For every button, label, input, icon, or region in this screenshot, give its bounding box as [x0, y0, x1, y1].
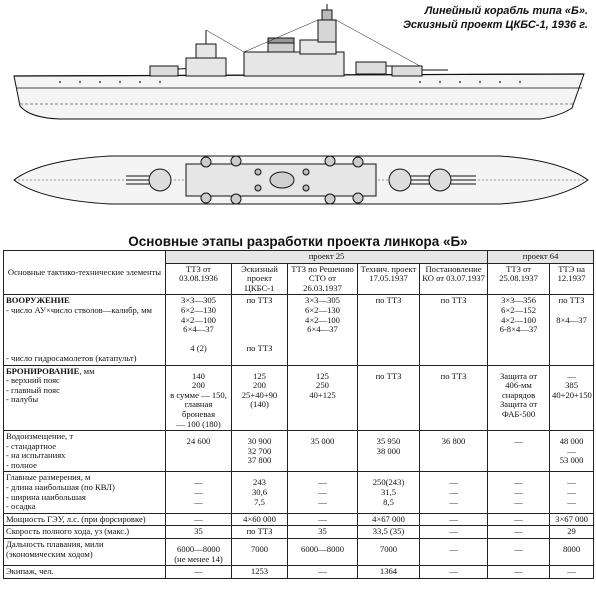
- cell-line: —: [514, 477, 523, 488]
- cell-line: —: [449, 496, 458, 507]
- row-label-line: - стандартное: [6, 440, 57, 451]
- table-cell: [166, 526, 232, 539]
- cell-line: 53 000: [559, 455, 584, 466]
- table-cell: [232, 431, 288, 472]
- table-row: [4, 513, 594, 526]
- cell-line: —: [514, 526, 523, 537]
- cell-line: —: [567, 487, 576, 498]
- row-label-suffix: , мм: [79, 365, 95, 376]
- cell-line: по ТТЗ: [246, 526, 273, 537]
- cell-line: —: [318, 566, 327, 577]
- table-cell: [288, 526, 358, 539]
- cell-line: 8000: [562, 544, 581, 555]
- cell-line: 4×67 000: [372, 513, 405, 524]
- table-row: [4, 566, 594, 579]
- cell-line: —: [514, 566, 523, 577]
- table-cell: [488, 539, 550, 566]
- table-cell: [232, 295, 288, 365]
- table-cell: [420, 472, 488, 513]
- row-label-line: (экономическим ходом): [6, 548, 93, 559]
- cell-line: —: [318, 496, 327, 507]
- column-header: Технич. проект 17.05.1937: [358, 263, 420, 295]
- ship-drawing: [0, 0, 596, 232]
- cell-line: Защита от: [499, 399, 538, 410]
- row-label-title: Главные размерения, м: [6, 472, 91, 483]
- row-label-line: - на испытаниях: [6, 450, 66, 461]
- cell-line: по ТТЗ: [246, 295, 273, 306]
- cell-line: 250(243): [372, 477, 405, 488]
- table-row: [4, 472, 594, 513]
- cell-line: 7,5: [254, 496, 265, 507]
- row-label: [4, 539, 166, 566]
- table-cell: [488, 365, 550, 431]
- cell-line: 8,5: [383, 496, 394, 507]
- corner-header: Основные тактико-технические элементы: [4, 251, 166, 295]
- cell-line: 7000: [379, 544, 398, 555]
- table-cell: [358, 526, 420, 539]
- ship-plan-view: [14, 156, 588, 204]
- table-cell: [420, 526, 488, 539]
- table-cell: [550, 431, 594, 472]
- table-cell: [232, 365, 288, 431]
- table-cell: [288, 295, 358, 365]
- table-cell: [420, 513, 488, 526]
- table-cell: [288, 431, 358, 472]
- cell-line: —: [194, 477, 203, 488]
- cell-line: 4 (2): [190, 343, 207, 354]
- table-cell: [166, 431, 232, 472]
- cell-line: —: [194, 496, 203, 507]
- cell-line: —: [449, 566, 458, 577]
- table-cell: [550, 526, 594, 539]
- cell-line: —: [567, 370, 576, 381]
- table-cell: [420, 566, 488, 579]
- table-row: [4, 431, 594, 472]
- table-cell: [420, 365, 488, 431]
- row-label-line: - полное: [6, 459, 37, 470]
- cell-line: —: [449, 513, 458, 524]
- table-cell: [232, 539, 288, 566]
- row-label-line: - число гидросамолетов (катапульт): [6, 352, 137, 363]
- row-label-line: [6, 316, 163, 326]
- cell-line: —: [514, 496, 523, 507]
- table-cell: [488, 526, 550, 539]
- cell-line: 31,5: [380, 487, 397, 498]
- table-cell: [358, 566, 420, 579]
- table-cell: [166, 566, 232, 579]
- cell-line: 4×2—100: [305, 314, 340, 325]
- cell-line: —: [567, 496, 576, 507]
- cell-line: [290, 344, 355, 354]
- cell-line: 1364: [379, 566, 398, 577]
- ship-side-profile: [14, 4, 584, 119]
- cell-line: —: [449, 526, 458, 537]
- cell-line: 6000—8000: [177, 544, 220, 555]
- table-cell: [550, 365, 594, 431]
- cell-line: —: [567, 445, 576, 456]
- cell-line: 4×2—100: [181, 314, 216, 325]
- row-label: [4, 431, 166, 472]
- cell-line: 6×2—130: [305, 304, 340, 315]
- cell-line: по ТТЗ: [440, 370, 467, 381]
- group-header-a: проект 25: [166, 251, 488, 264]
- cell-line: 33,5 (35): [372, 526, 405, 537]
- cell-line: —: [318, 513, 327, 524]
- row-label-title: Мощность ГЭУ, л.с. (при форсировке): [6, 513, 146, 524]
- cell-line: 3×67 000: [555, 513, 588, 524]
- cell-line: [360, 456, 417, 466]
- cell-line: 125: [253, 370, 266, 381]
- cell-line: 32 700: [247, 445, 272, 456]
- row-label-line: - палубы: [6, 394, 39, 405]
- cell-line: по ТТЗ: [375, 295, 402, 306]
- cell-line: 29: [567, 526, 576, 537]
- row-label: [4, 295, 166, 365]
- column-header: ТТЗ от 25.08.1937: [488, 263, 550, 295]
- cell-line: 1253: [250, 566, 269, 577]
- cell-line: 200: [192, 380, 205, 391]
- column-header: ТТЗ по Решению СТО от 26.03.1937: [288, 263, 358, 295]
- cell-line: по ТТЗ: [440, 295, 467, 306]
- table-cell: [166, 365, 232, 431]
- table-cell: [550, 513, 594, 526]
- table-cell: [166, 513, 232, 526]
- table-cell: [550, 472, 594, 513]
- table-cell: [288, 365, 358, 431]
- row-label-line: - верхний пояс: [6, 375, 60, 386]
- table-body: [4, 295, 594, 578]
- cell-line: по ТТЗ: [558, 295, 585, 306]
- cell-line: (не менее 14): [174, 553, 223, 564]
- table-row: [4, 295, 594, 365]
- table-cell: [358, 365, 420, 431]
- table-cell: [358, 539, 420, 566]
- cell-line: 4×60 000: [243, 513, 276, 524]
- row-label-title: ВООРУЖЕНИЕ: [6, 295, 70, 306]
- cell-line: [490, 344, 547, 354]
- cell-line: 30 900: [247, 436, 272, 447]
- table-row: [4, 365, 594, 431]
- table-cell: [550, 295, 594, 365]
- cell-line: 125: [316, 370, 329, 381]
- cell-line: 40+125: [309, 389, 336, 400]
- caption-line-2: Эскизный проект ЦКБС-1, 1936 г.: [402, 19, 588, 31]
- table-cell: [488, 472, 550, 513]
- group-header-b: проект 64: [488, 251, 594, 264]
- spec-table: [3, 250, 594, 579]
- cell-line: 200: [253, 380, 266, 391]
- table-cell: [358, 295, 420, 365]
- table-cell: [288, 513, 358, 526]
- cell-line: 35 950: [376, 436, 401, 447]
- table-cell: [488, 431, 550, 472]
- column-header: Постановление КО от 03.07.1937: [420, 263, 488, 295]
- cell-line: —: [194, 487, 203, 498]
- cell-line: —: [449, 477, 458, 488]
- row-label-title: Дальность плавания, мили: [6, 539, 104, 550]
- cell-line: 140: [192, 370, 205, 381]
- cell-line: 6×2—130: [181, 304, 216, 315]
- row-label-title: БРОНИРОВАНИЕ: [6, 365, 80, 376]
- cell-line: 30,6: [251, 487, 268, 498]
- cell-line: —: [567, 477, 576, 488]
- table-row: [4, 526, 594, 539]
- table-cell: [358, 513, 420, 526]
- cell-line: — 100 (180): [176, 418, 221, 429]
- cell-line: 35: [194, 526, 203, 537]
- table-cell: [232, 472, 288, 513]
- cell-line: 406-мм: [505, 380, 532, 391]
- cell-line: ФАБ-500: [501, 408, 536, 419]
- cell-line: по ТТЗ: [246, 343, 273, 354]
- row-label-title: Скорость полного хода, уз (макс.): [6, 526, 130, 537]
- table-cell: [420, 295, 488, 365]
- cell-line: 48 000: [559, 436, 584, 447]
- table-row: [4, 539, 594, 566]
- cell-line: —: [194, 566, 203, 577]
- cell-line: 6×2—152: [501, 304, 537, 315]
- table-cell: [288, 539, 358, 566]
- cell-line: —: [514, 436, 523, 447]
- cell-line: 385: [565, 380, 578, 391]
- cell-line: 243: [253, 477, 266, 488]
- table-cell: [488, 566, 550, 579]
- cell-line: —: [194, 513, 203, 524]
- cell-line: 250: [316, 380, 329, 391]
- cell-line: 8×4—37: [556, 314, 587, 325]
- cell-line: 35: [318, 526, 327, 537]
- cell-line: —: [449, 487, 458, 498]
- table-cell: [550, 566, 594, 579]
- table-cell: [232, 526, 288, 539]
- cell-line: —: [449, 544, 458, 555]
- row-label-line: - осадка: [6, 501, 36, 512]
- cell-line: в сумме — 150,: [170, 389, 227, 400]
- cell-line: 3×3—305: [305, 295, 340, 306]
- table-cell: [232, 566, 288, 579]
- cell-line: 40+20+150: [552, 389, 592, 400]
- table-cell: [420, 539, 488, 566]
- table-cell: [166, 539, 232, 566]
- table-cell: [488, 513, 550, 526]
- table-cell: [232, 513, 288, 526]
- row-label: [4, 526, 166, 539]
- table-cell: [166, 472, 232, 513]
- table-cell: [420, 431, 488, 472]
- cell-line: —: [514, 487, 523, 498]
- row-label-line: [6, 325, 163, 335]
- cell-line: 4×2—100: [501, 314, 537, 325]
- row-label-line: - длина наибольшая (по КВЛ): [6, 482, 115, 493]
- cell-line: 6×4—37: [307, 324, 338, 335]
- row-label: [4, 472, 166, 513]
- cell-line: —: [318, 477, 327, 488]
- table-cell: [288, 566, 358, 579]
- cell-line: —: [318, 487, 327, 498]
- row-label-line: - главный пояс: [6, 384, 60, 395]
- row-label: [4, 513, 166, 526]
- column-header: ТТЗ от 03.08.1936: [166, 263, 232, 295]
- cell-line: 6000—8000: [301, 544, 344, 555]
- cell-line: 6×4—37: [183, 324, 214, 335]
- cell-line: (140): [250, 399, 269, 410]
- cell-line: снарядов: [501, 389, 536, 400]
- row-label-title: Экипаж, чел.: [6, 566, 54, 577]
- table-cell: [288, 472, 358, 513]
- cell-line: 38 000: [376, 445, 401, 456]
- cell-line: 35 000: [310, 436, 335, 447]
- caption-line-1: Линейный корабль типа «Б».: [424, 5, 588, 17]
- row-label-line: - ширина наибольшая: [6, 491, 86, 502]
- table-cell: [358, 472, 420, 513]
- table-cell: [488, 295, 550, 365]
- table-cell: [166, 295, 232, 365]
- row-label-title: Водоизмещение, т: [6, 431, 74, 442]
- column-header: ТТЭ на 12.1937: [550, 263, 594, 295]
- cell-line: 37 800: [247, 455, 272, 466]
- cell-line: главная броневая: [181, 399, 216, 419]
- cell-line: 24 600: [186, 436, 211, 447]
- cell-line: —: [567, 566, 576, 577]
- column-header: Эскизный проект ЦКБС-1: [232, 263, 288, 295]
- row-label-line: [6, 335, 163, 345]
- table-cell: [358, 431, 420, 472]
- table-header-group-row: [4, 251, 594, 264]
- row-label: [4, 566, 166, 579]
- cell-line: 3×3—356: [501, 295, 537, 306]
- cell-line: 6-8×4—37: [499, 324, 538, 335]
- cell-line: по ТТЗ: [375, 370, 402, 381]
- row-label-line: - число АУ×число стволов—калибр, мм: [6, 304, 152, 315]
- table-title: Основные этапы разработки проекта линкора «Б»: [128, 234, 468, 249]
- cell-line: —: [514, 544, 523, 555]
- table-cell: [550, 539, 594, 566]
- cell-line: Защита от: [499, 370, 538, 381]
- cell-line: 36 800: [441, 436, 466, 447]
- row-label: [4, 365, 166, 431]
- cell-line: 7000: [250, 544, 269, 555]
- cell-line: 25+40+90: [241, 389, 278, 400]
- cell-line: —: [514, 513, 523, 524]
- cell-line: 3×3—305: [181, 295, 216, 306]
